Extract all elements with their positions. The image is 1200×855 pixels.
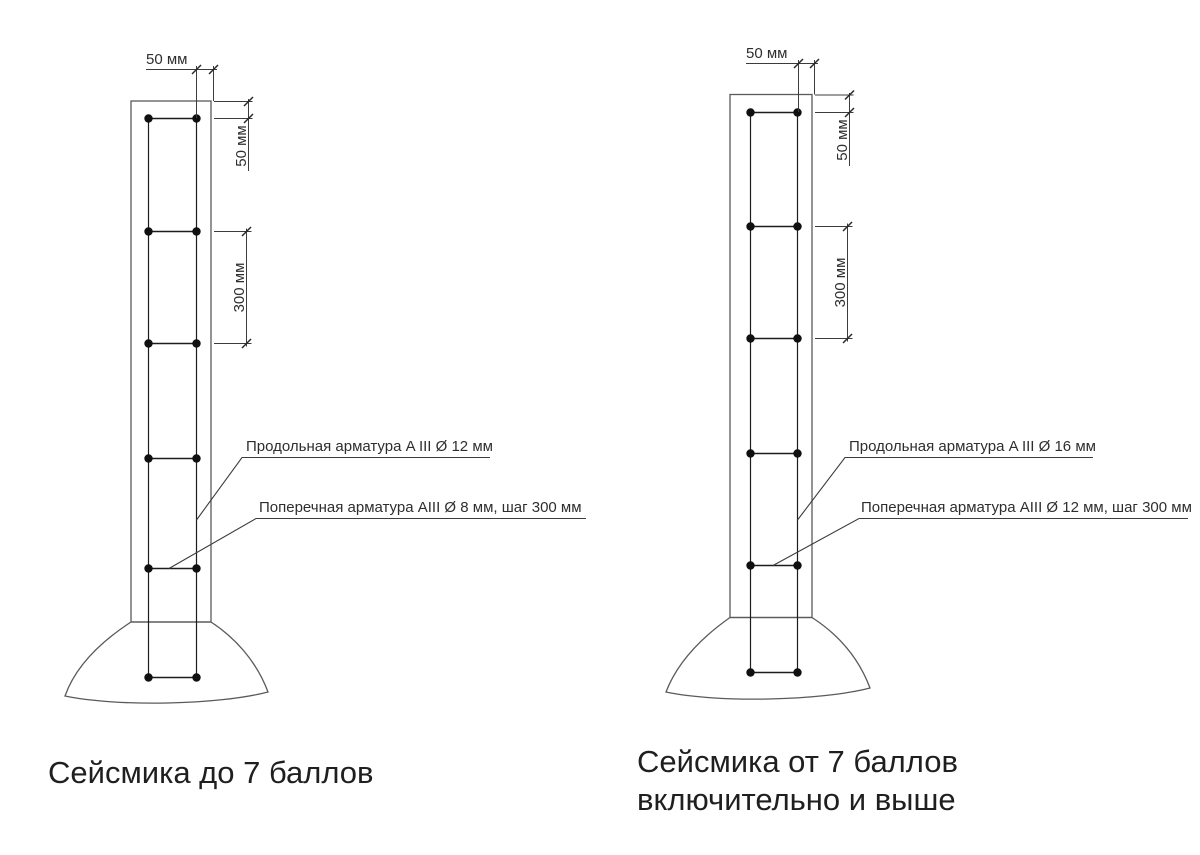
figure-left-pile	[48, 51, 586, 790]
right-ties	[751, 113, 798, 673]
right-caption-line1: Сейсмика от 7 баллов	[637, 744, 958, 779]
figure-right-pile	[637, 45, 1192, 817]
left-leader-transverse	[169, 499, 586, 569]
right-leader-transverse	[773, 499, 1192, 566]
left-dim-side-cover-value: 50 мм	[233, 125, 250, 167]
right-dim-side-cover	[815, 91, 854, 167]
left-dim-tie-step	[214, 227, 252, 348]
left-leader-transverse-line	[169, 519, 586, 569]
right-longitudinal-bars	[751, 113, 798, 673]
left-dim-top-cover-value: 50 мм	[146, 51, 188, 68]
left-label-longitudinal: Продольная арматура A III Ø 12 мм	[246, 438, 493, 455]
right-label-transverse: Поперечная арматура AIII Ø 12 мм, шаг 300 мм	[861, 499, 1192, 516]
left-bell-footing	[65, 622, 268, 703]
right-bell-footing	[666, 618, 870, 700]
left-bar-dots	[144, 114, 200, 681]
right-caption-line2: включительно и выше	[637, 782, 956, 817]
right-leader-transverse-line	[773, 519, 1188, 566]
left-dim-top-cover	[146, 51, 218, 118]
left-ties	[149, 119, 197, 678]
left-column-shaft	[131, 101, 211, 622]
right-dim-side-cover-value: 50 мм	[834, 119, 851, 161]
right-dim-top-cover-value: 50 мм	[746, 45, 788, 62]
left-dim-tie-step-value: 300 мм	[231, 262, 248, 313]
right-dim-top-cover	[746, 45, 819, 112]
left-dim-side-cover	[214, 97, 253, 171]
right-column-shaft	[730, 95, 812, 618]
left-caption: Сейсмика до 7 баллов	[48, 755, 374, 790]
right-bar-dots	[746, 108, 801, 676]
right-dim-tie-step-value: 300 мм	[832, 257, 849, 308]
left-label-transverse: Поперечная арматура AIII Ø 8 мм, шаг 300 мм	[259, 499, 582, 516]
right-dim-tie-step	[815, 222, 853, 343]
left-longitudinal-bars	[149, 119, 197, 678]
right-label-longitudinal: Продольная арматура A III Ø 16 мм	[849, 438, 1096, 455]
